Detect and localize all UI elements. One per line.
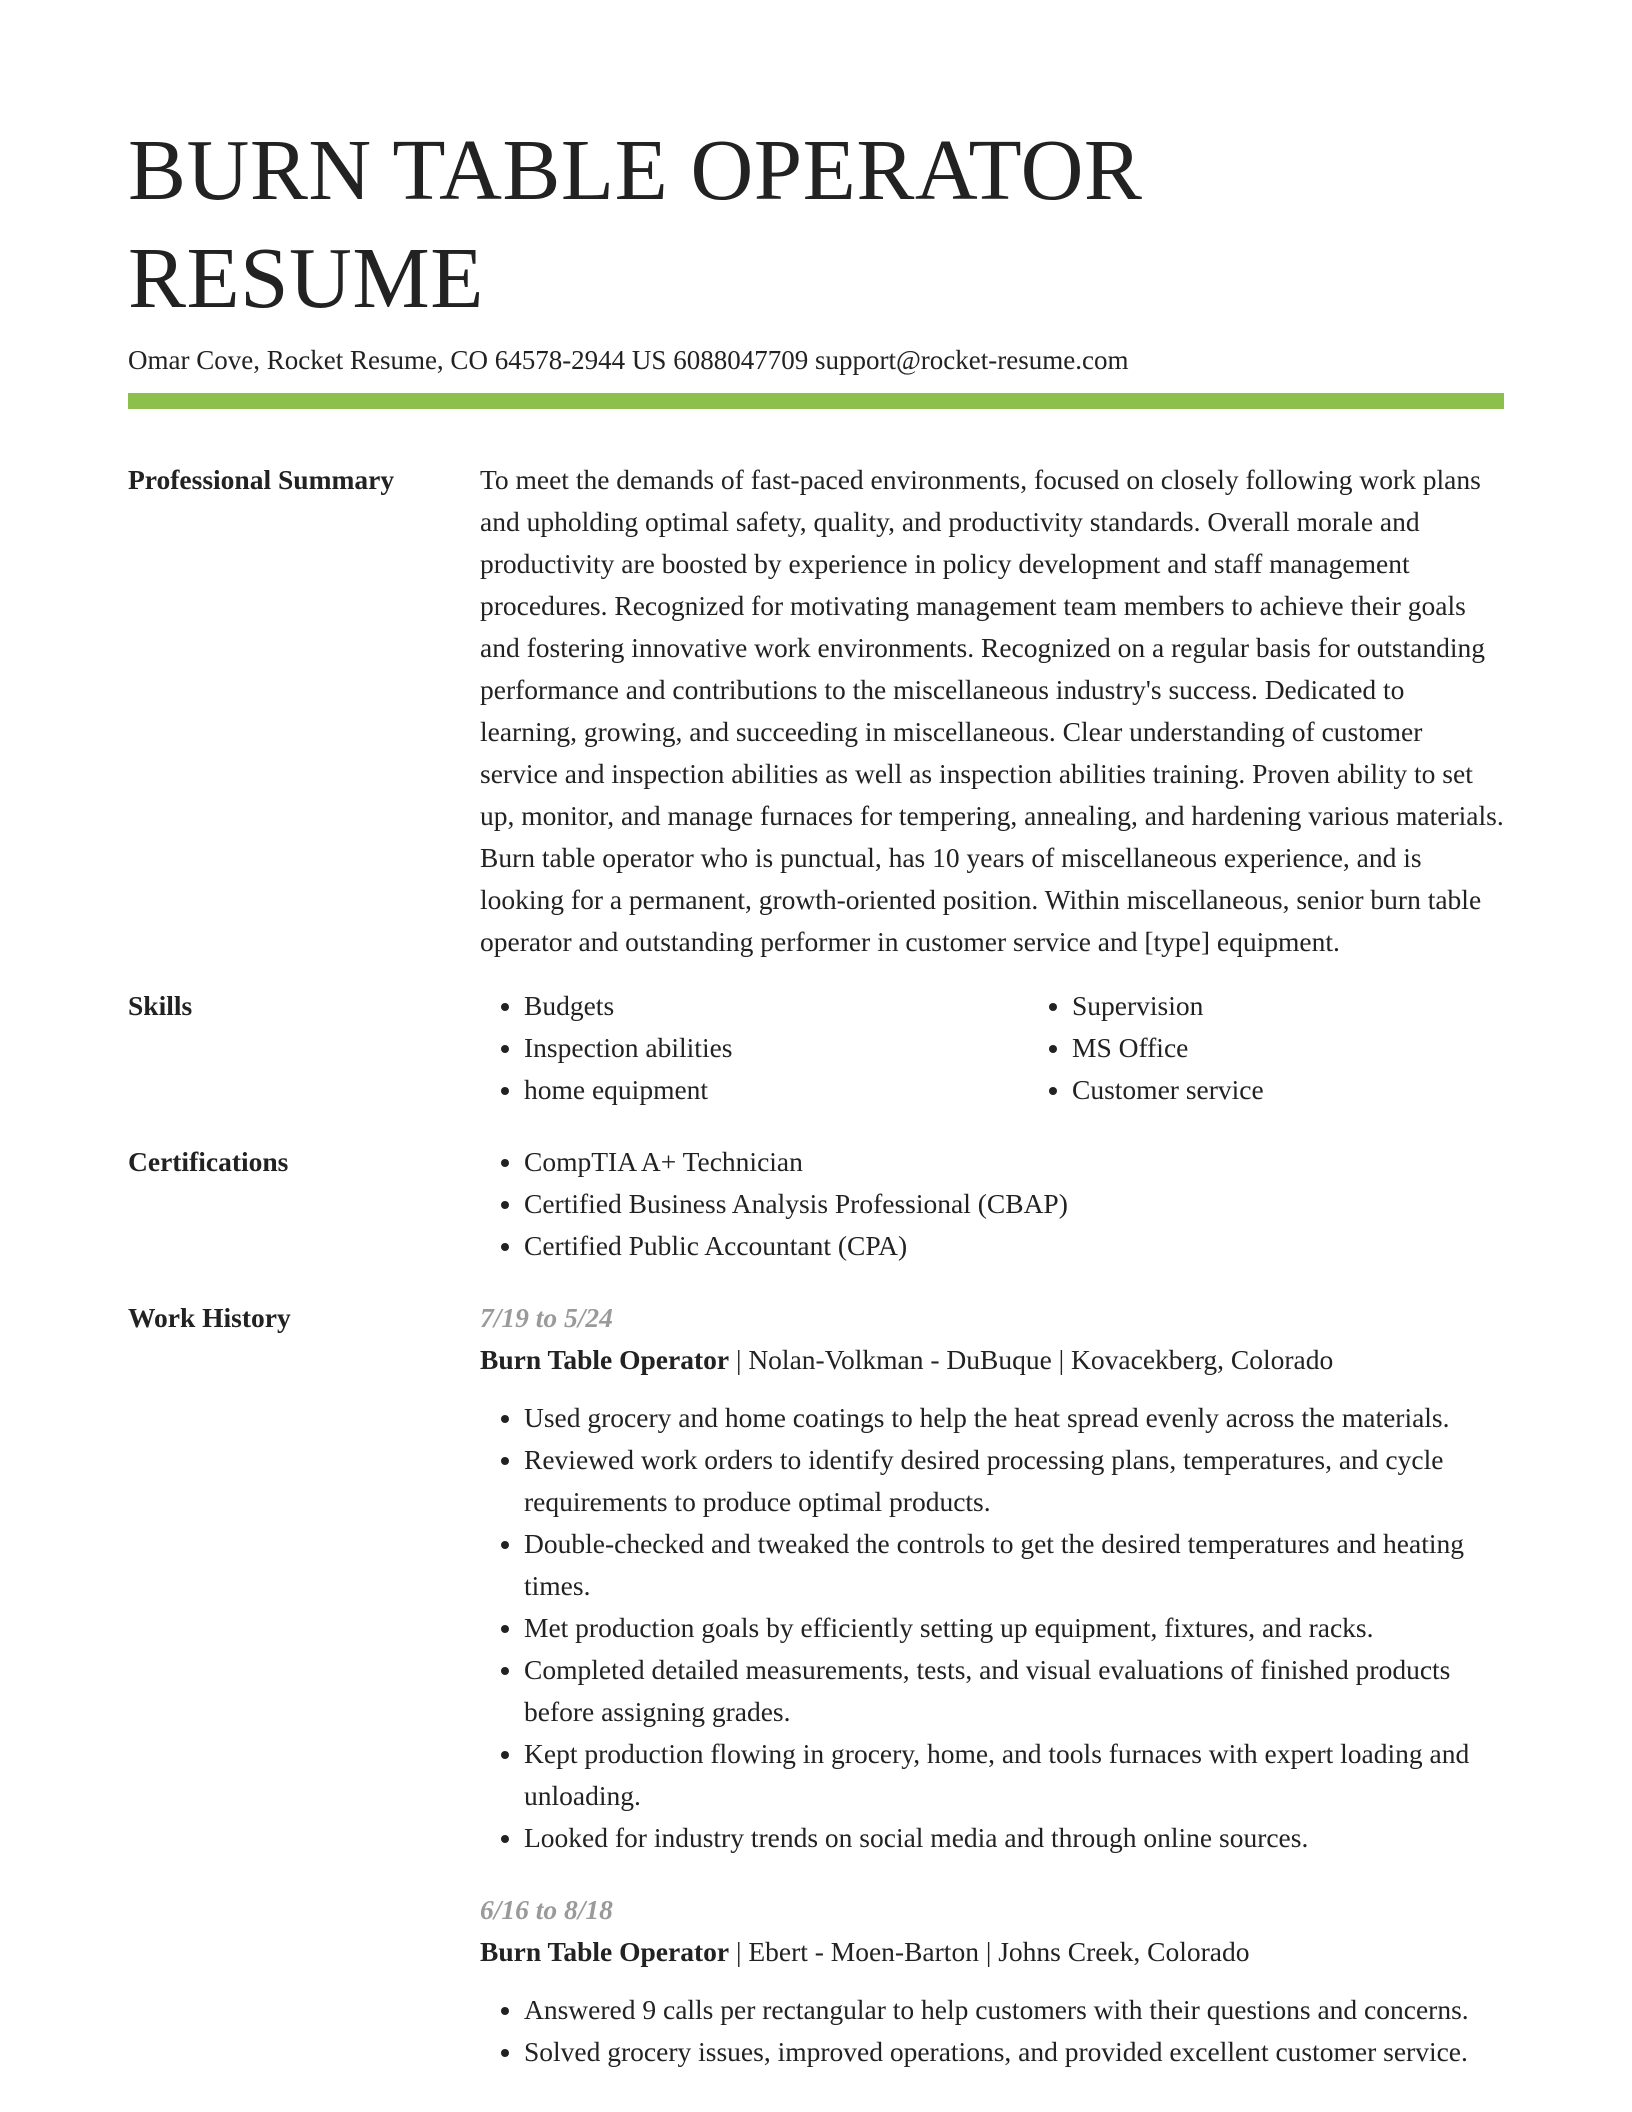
- contact-line: Omar Cove, Rocket Resume, CO 64578-2944 US 6088047709 support@rocket-resume.com: [128, 345, 1129, 375]
- job-bullet: • Reviewed work orders to identify desired processing plans, temperatures, and cycle requirements to produce optimal products.: [524, 1439, 1504, 1523]
- resume-title: BURN TABLE OPERATOR RESUME: [128, 121, 1143, 326]
- job-entry: [480, 1889, 1504, 2073]
- certifications-section: [128, 1141, 1504, 1267]
- job-bullet-list: [480, 1397, 1504, 1859]
- summary-section: [128, 459, 1504, 963]
- job-bullet: • Kept production flowing in grocery, home, and tools furnaces with expert loading and unloading.: [524, 1733, 1504, 1817]
- certifications-label: Certifications: [128, 1146, 289, 1177]
- skill-item: • home equipment: [524, 1069, 1028, 1111]
- skill-item: • Supervision: [1072, 985, 1576, 1027]
- job-heading: [480, 1339, 1504, 1381]
- certifications-list: [480, 1141, 1504, 1267]
- work-history-label: Work History: [128, 1302, 291, 1333]
- header-divider: [128, 393, 1504, 409]
- job-bullet: • Solved grocery issues, improved operations, and provided excellent customer service.: [524, 2031, 1504, 2073]
- job-heading: [480, 1931, 1504, 1973]
- skills-list-right: [1028, 985, 1576, 1111]
- skill-item: • Budgets: [524, 985, 1028, 1027]
- skills-list-left: [480, 985, 1028, 1111]
- job-entry: [480, 1297, 1504, 1859]
- job-role: Burn Table Operator: [480, 1936, 730, 1967]
- certification-item: • Certified Business Analysis Professional (CBAP): [524, 1183, 1504, 1225]
- job-bullet: • Double-checked and tweaked the controls to get the desired temperatures and heating times.: [524, 1523, 1504, 1607]
- job-bullet: • Met production goals by efficiently setting up equipment, fixtures, and racks.: [524, 1607, 1504, 1649]
- job-dates: 6/16 to 8/18: [480, 1894, 613, 1925]
- summary-label: Professional Summary: [128, 464, 395, 495]
- work-history-section: [128, 1297, 1504, 2073]
- job-bullet-list: [480, 1989, 1504, 2073]
- job-bullet: • Used grocery and home coatings to help the heat spread evenly across the materials.: [524, 1397, 1504, 1439]
- job-bullet: • Looked for industry trends on social media and through online sources.: [524, 1817, 1504, 1859]
- certification-item: • CompTIA A+ Technician: [524, 1141, 1504, 1183]
- skills-section: [128, 985, 1504, 1111]
- skills-label: Skills: [128, 990, 193, 1021]
- skill-item: • MS Office: [1072, 1027, 1576, 1069]
- summary-text: To meet the demands of fast-paced environments, focused on closely following work plans and upholding optimal safety, quality, and productivity standards. Overall morale and productivity are boosted by experience in policy development and staff management procedures. Recognized for motivating management team members to achieve their goals and fostering innovative work environments. Recognized on a regular basis for outstanding performance and contributions to the miscellaneous industry's success. Dedicated to learning, growing, and succeeding in miscellaneous. Clear understanding of customer service and inspection abilities as well as inspection abilities training. Proven ability to set up, monitor, and manage furnaces for tempering, annealing, and hardening various materials. Burn table operator who is punctual, has 10 years of miscellaneous experience, and is looking for a permanent, growth-oriented position. Within miscellaneous, senior burn table operator and outstanding performer in customer service and [type] equipment.: [480, 464, 1504, 957]
- certification-item: • Certified Public Accountant (CPA): [524, 1225, 1504, 1267]
- job-bullet: • Answered 9 calls per rectangular to help customers with their questions and concerns.: [524, 1989, 1504, 2031]
- skills-grid: [480, 985, 1576, 1111]
- job-details: | Ebert - Moen-Barton | Johns Creek, Colorado: [729, 1936, 1250, 1967]
- job-dates: 7/19 to 5/24: [480, 1302, 613, 1333]
- job-bullet: • Completed detailed measurements, tests, and visual evaluations of finished products before assigning grades.: [524, 1649, 1504, 1733]
- skill-item: • Inspection abilities: [524, 1027, 1028, 1069]
- skill-item: • Customer service: [1072, 1069, 1576, 1111]
- job-details: | Nolan-Volkman - DuBuque | Kovacekberg, Colorado: [729, 1344, 1334, 1375]
- job-role: Burn Table Operator: [480, 1344, 730, 1375]
